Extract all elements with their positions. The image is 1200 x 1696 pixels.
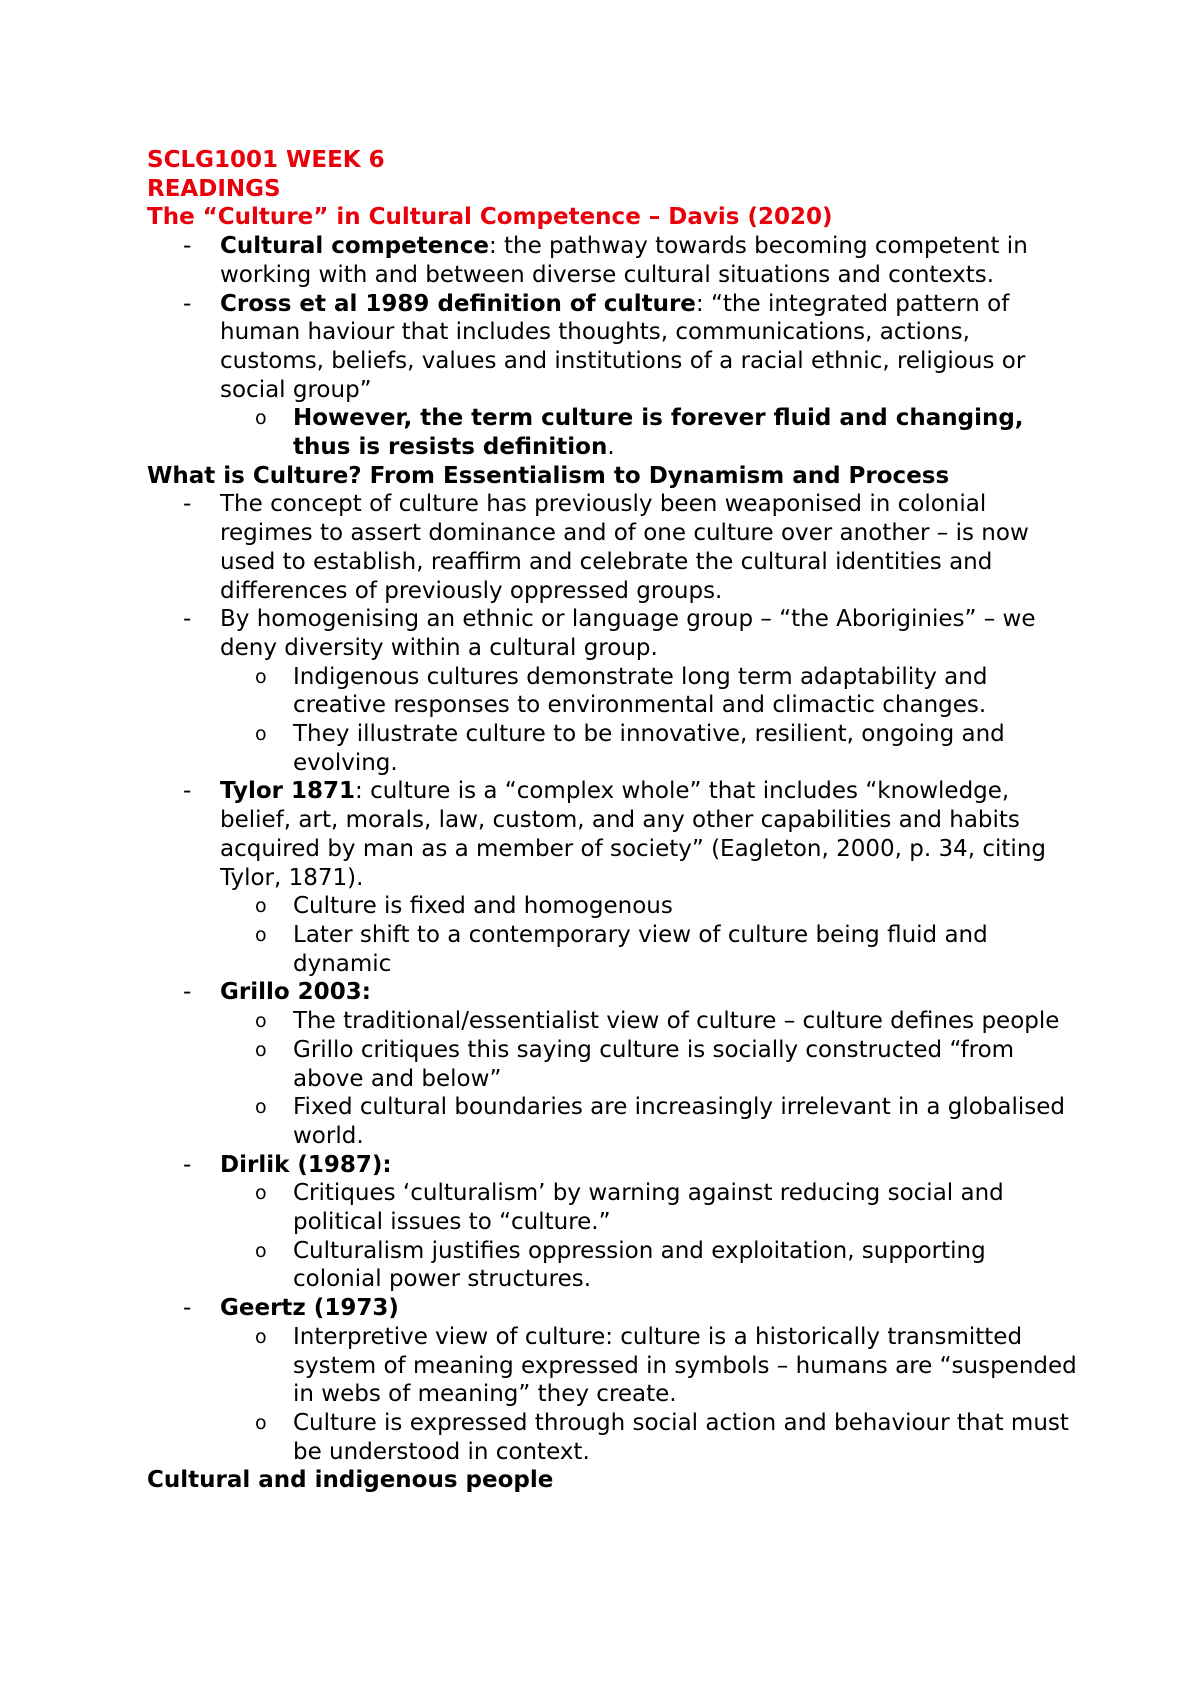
sub-list-item	[147, 892, 1077, 921]
term: Geertz (1973)	[220, 1295, 399, 1322]
sub-list-item	[147, 921, 1077, 978]
emphasis-text: However, the term culture is forever fluid and changing, thus is resists definition	[293, 405, 1024, 461]
item-text: Fixed cultural boundaries are increasingly irrelevant in a globalised world.	[293, 1094, 1066, 1149]
sub-list-item	[147, 1179, 1077, 1236]
sub-list-item	[147, 1036, 1077, 1093]
document-body	[147, 146, 1077, 1495]
item-text: Culture is fixed and homogenous	[293, 893, 673, 920]
dash-bullet: -	[183, 606, 192, 633]
term: Tylor 1871	[220, 778, 356, 805]
dash-bullet: -	[183, 233, 192, 260]
item-text: Later shift to a contemporary view of culture being fluid and dynamic	[293, 921, 988, 977]
section-heading: What is Culture? From Essentialism to Dynamism and Process	[147, 462, 950, 489]
list-item	[147, 232, 1077, 289]
item-text: The concept of culture has previously been weaponised in colonial regimes to assert dominance and of one culture over another – is now used to establish, reaffirm and celebrate the cultural identities and differences of previously oppressed groups.	[220, 491, 1029, 604]
circle-bullet: o	[255, 665, 267, 688]
term: Grillo 2003:	[220, 979, 371, 1006]
list-item	[147, 1294, 1077, 1323]
sub-list-item	[147, 1007, 1077, 1036]
list-item	[147, 605, 1077, 662]
item-text: Culture is expressed through social action and behaviour that must be understood in context.	[293, 1409, 1069, 1465]
dash-bullet: -	[183, 290, 192, 317]
circle-bullet: o	[255, 1038, 267, 1061]
dash-bullet: -	[183, 491, 192, 518]
circle-bullet: o	[255, 1411, 267, 1434]
readings-heading: READINGS	[147, 175, 281, 202]
sub-list-item	[147, 1093, 1077, 1150]
sub-list-item	[147, 1237, 1077, 1294]
sub-list-item	[147, 1323, 1077, 1409]
sub-list-item	[147, 663, 1077, 720]
course-title: SCLG1001 WEEK 6	[147, 147, 385, 173]
section-heading: Cultural and indigenous people	[147, 1467, 554, 1494]
list-item	[147, 777, 1077, 892]
term: Cultural competence	[220, 233, 489, 260]
definition: : the pathway towards becoming competent in working with and between diverse cultural situations and contexts.	[220, 233, 1028, 288]
list-item	[147, 290, 1077, 405]
circle-bullet: o	[255, 1010, 267, 1033]
circle-bullet: o	[255, 1096, 267, 1119]
dash-bullet: -	[183, 1295, 192, 1322]
sub-list-item	[147, 404, 1077, 461]
term: Dirlik (1987):	[220, 1151, 392, 1178]
circle-bullet: o	[255, 1182, 267, 1205]
dash-bullet: -	[183, 778, 192, 805]
item-text: By homogenising an ethnic or language group – “the Aboriginies” – we deny diversity within a cultural group.	[220, 606, 1036, 661]
definition: : “the integrated pattern of human haviour that includes thoughts, communications, actions, customs, beliefs, values and institutions of a racial ethnic, religious or social group”	[220, 290, 1026, 403]
circle-bullet: o	[255, 895, 267, 918]
list-item	[147, 490, 1077, 605]
circle-bullet: o	[255, 923, 267, 946]
item-text: Grillo critiques this saying culture is socially constructed “from above and below”	[293, 1036, 1015, 1092]
item-text: Indigenous cultures demonstrate long term adaptability and creative responses to environmental and climactic changes.	[293, 663, 988, 719]
item-text: Critiques ‘culturalism’ by warning against reducing social and political issues to “culture.”	[293, 1180, 1004, 1236]
item-text: Culturalism justifies oppression and exploitation, supporting colonial power structures.	[293, 1237, 986, 1293]
item-text: They illustrate culture to be innovative, resilient, ongoing and evolving.	[293, 721, 1005, 776]
circle-bullet: o	[255, 407, 267, 430]
sub-list-item	[147, 720, 1077, 777]
list-item	[147, 978, 1077, 1007]
dash-bullet: -	[183, 1151, 192, 1178]
dash-bullet: -	[183, 979, 192, 1006]
circle-bullet: o	[255, 1325, 267, 1348]
period: .	[607, 434, 615, 461]
term: Cross et al 1989 definition of culture	[220, 290, 696, 317]
circle-bullet: o	[255, 1239, 267, 1262]
sub-list-item	[147, 1409, 1077, 1466]
item-text: Interpretive view of culture: culture is a historically transmitted system of meaning expressed in symbols – humans are “suspended in webs of meaning” they create.	[293, 1323, 1077, 1408]
circle-bullet: o	[255, 723, 267, 746]
reading-title: The “Culture” in Cultural Competence – Davis (2020)	[147, 204, 833, 231]
list-item	[147, 1151, 1077, 1180]
item-text: The traditional/essentialist view of culture – culture defines people	[293, 1008, 1060, 1035]
definition: : culture is a “complex whole” that includes “knowledge, belief, art, morals, law, custom, and any other capabilities and habits acquired by man as a member of society” (Eagleton, 2000, p. 34, citing Tylor, 1871).	[220, 778, 1046, 891]
